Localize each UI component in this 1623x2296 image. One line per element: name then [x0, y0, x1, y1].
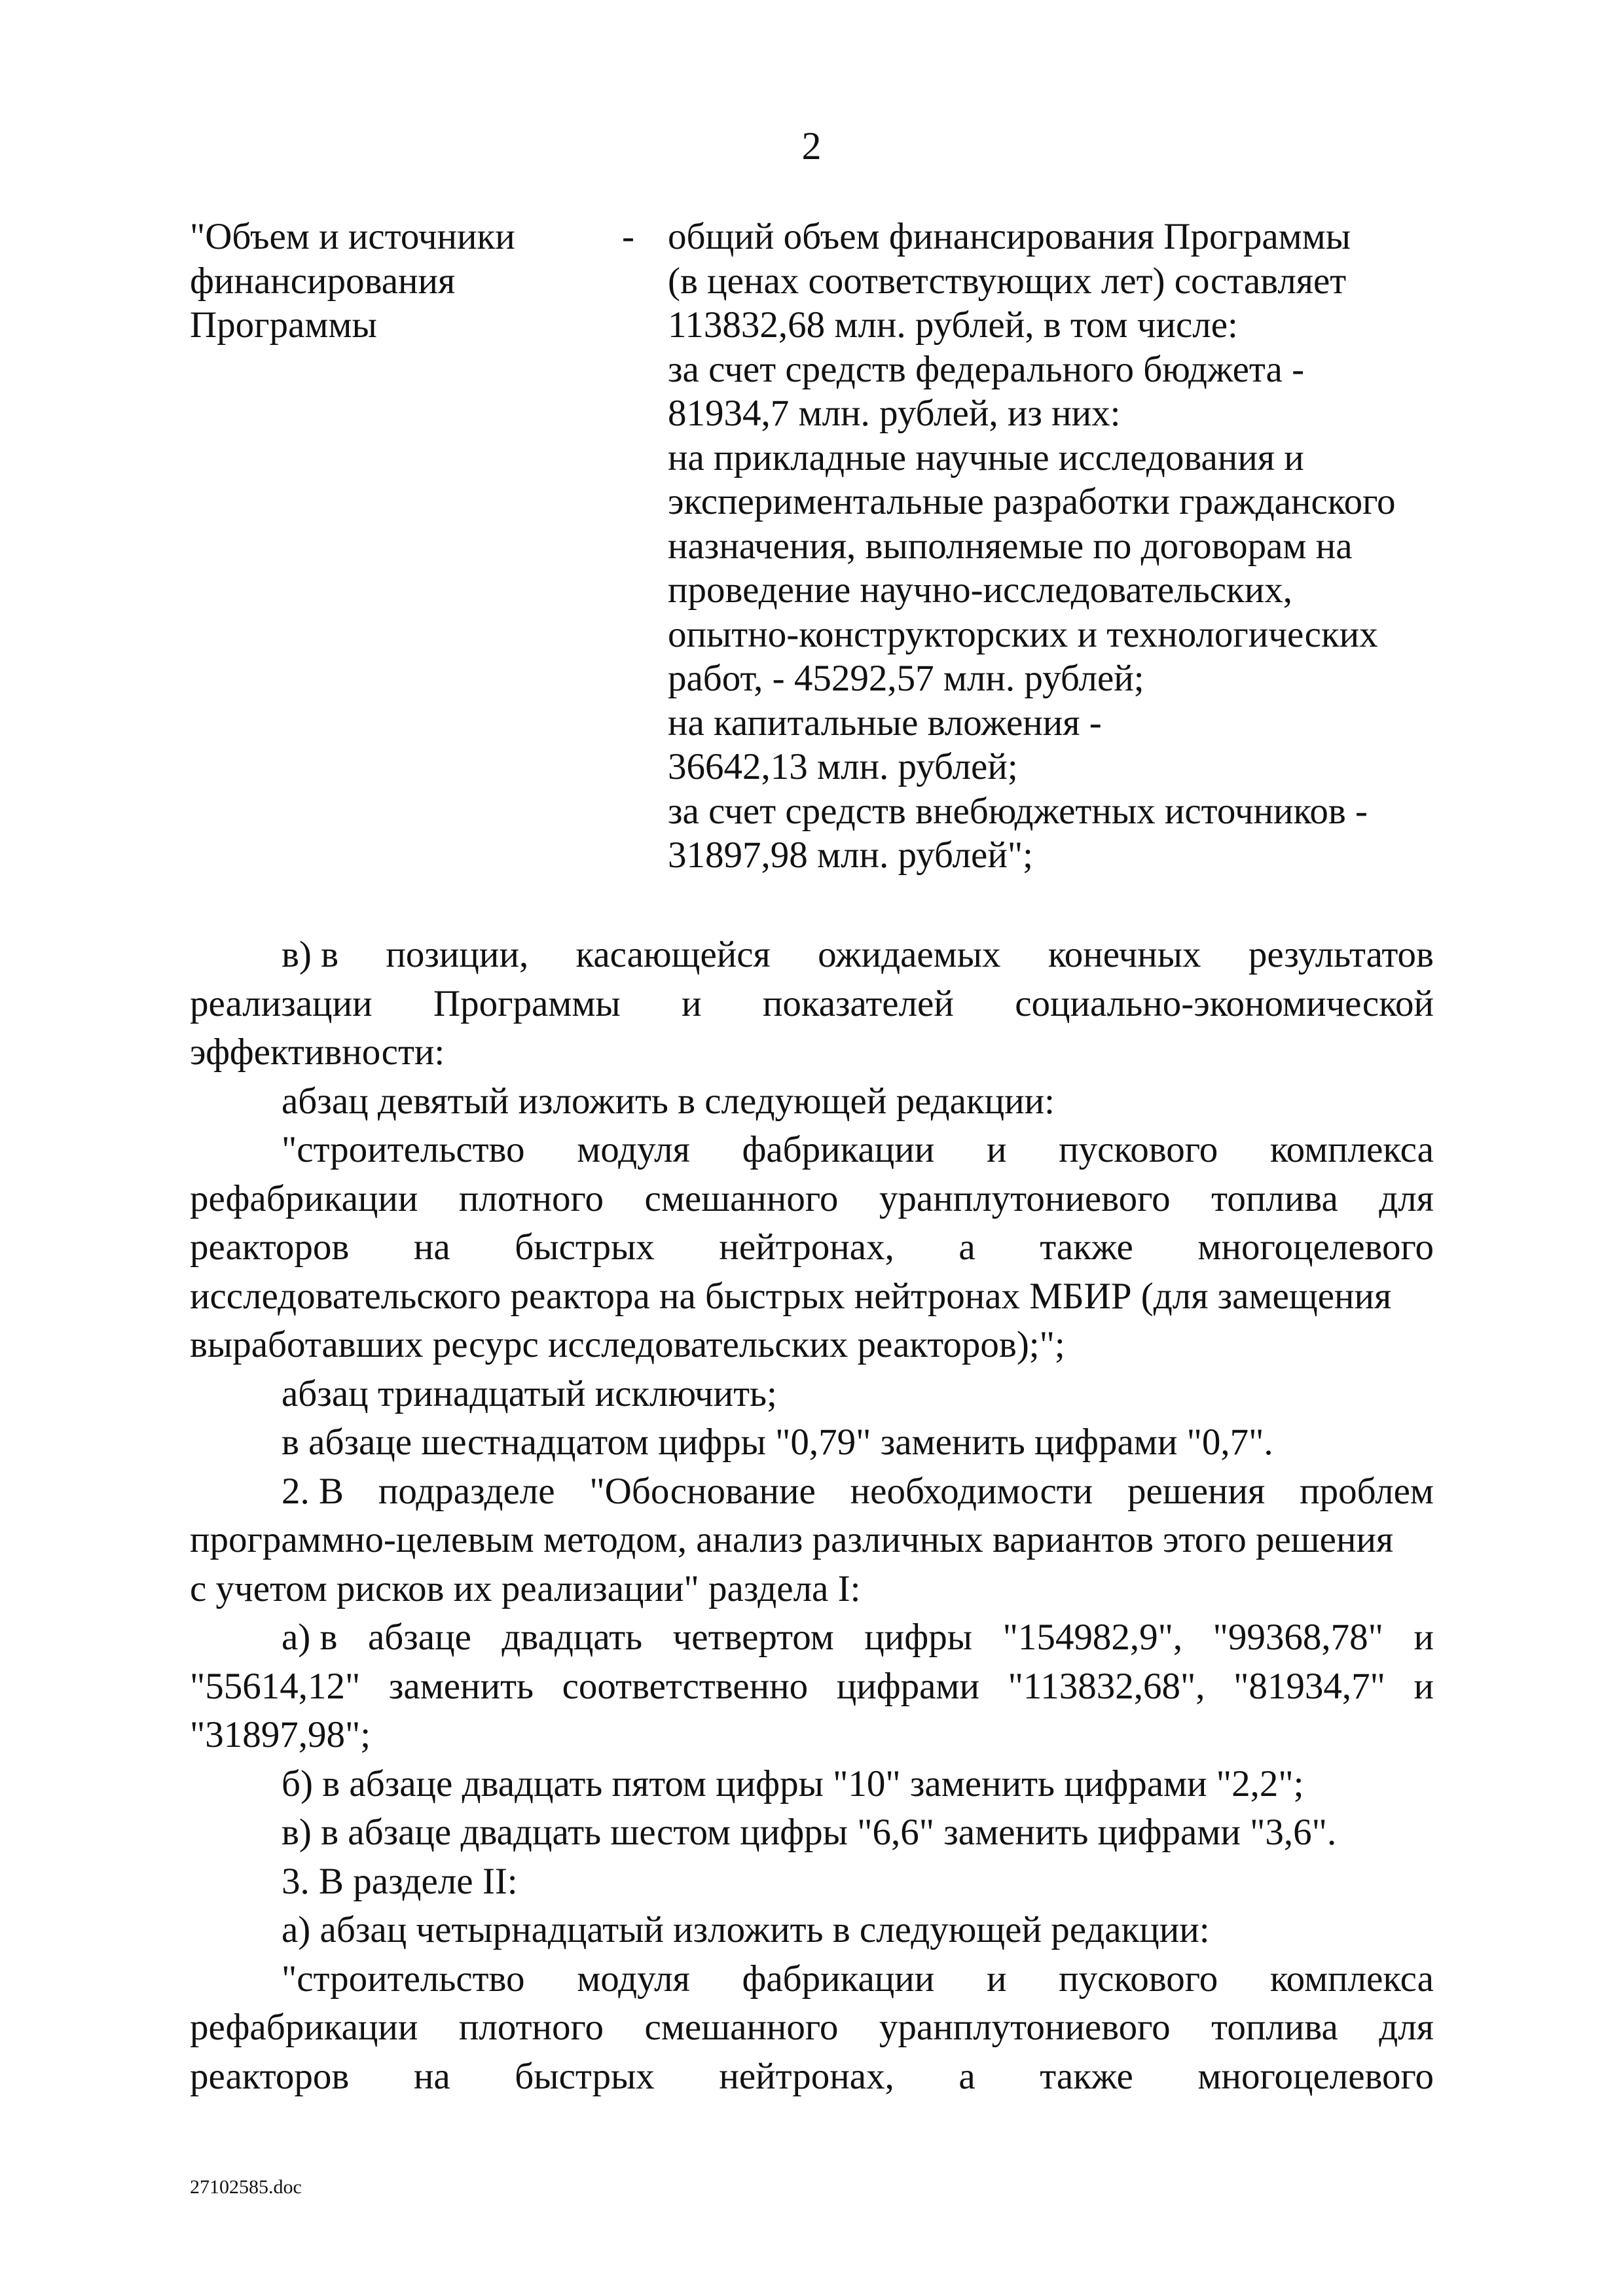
body-word: в) в [282, 934, 339, 975]
body-word: многоцелевого [1197, 1227, 1434, 1268]
body-word: б) в абзаце двадцать пятом цифры "10" заменить цифрами "2,2"; [282, 1763, 1304, 1804]
body-word: и [1413, 1617, 1434, 1658]
passport-value-line: 81934,7 млн. рублей, из них: [668, 393, 1121, 434]
body-word: двадцать [501, 1617, 643, 1658]
body-word: топлива [1211, 1177, 1338, 1219]
passport-value-line: на капитальные вложения - [668, 702, 1102, 744]
body-word: пускового [1059, 1129, 1218, 1170]
body-word: в абзаце шестнадцатом цифры "0,79" заменить цифрами "0,7". [282, 1422, 1273, 1463]
page-number: 2 [801, 124, 822, 168]
body-word: абзац девятый изложить в следующей редакции: [282, 1080, 1055, 1122]
body-word: рефабрикации [190, 1177, 418, 1219]
body-word: быстрых [515, 2055, 655, 2097]
body-word: "81934,7" [1233, 1665, 1385, 1707]
body-word: результатов [1248, 934, 1434, 975]
body-word: реализации [190, 982, 373, 1024]
body-word: также [1040, 1227, 1133, 1268]
body-line [190, 1272, 1434, 1321]
body-word: эффективности: [190, 1031, 445, 1073]
document-body [190, 931, 1434, 2101]
body-word: необходимости [850, 1470, 1093, 1512]
body-word: рефабрикации [190, 2007, 418, 2048]
body-word: смешанного [644, 2007, 839, 2048]
body-line [190, 1760, 1434, 1809]
body-word: для [1379, 2007, 1434, 2048]
passport-value-line: опытно-конструкторских и технологических [668, 613, 1378, 655]
body-word: выработавших ресурс исследовательских реакторов);"; [190, 1324, 1065, 1365]
body-word: плотного [458, 1177, 604, 1219]
body-word: а [958, 1227, 976, 1268]
body-line [190, 1662, 1434, 1712]
passport-dash: - [622, 216, 634, 257]
body-word: конечных [1048, 934, 1201, 975]
body-word: комплекса [1269, 1958, 1434, 2000]
body-word: плотного [458, 2007, 604, 2048]
body-word: "строительство [282, 1129, 525, 1170]
body-word: и [682, 982, 702, 1024]
body-line [190, 1808, 1434, 1857]
body-word: и [986, 1129, 1007, 1170]
body-line [190, 1028, 1434, 1077]
body-word: абзаце [367, 1617, 471, 1658]
body-word: ожидаемых [818, 934, 1001, 975]
body-word: социально-экономической [1015, 982, 1434, 1024]
body-word: нейтронах, [719, 2055, 894, 2097]
body-word: 2. В [282, 1470, 344, 1512]
body-word: "31897,98"; [190, 1714, 371, 1755]
body-word: на [413, 2055, 450, 2097]
body-word: многоцелевого [1197, 2055, 1434, 2097]
body-word: смешанного [644, 1177, 839, 1219]
passport-value-line: за счет средств внебюджетных источников - [668, 790, 1368, 832]
passport-value-line: 36642,13 млн. рублей; [668, 746, 1018, 787]
passport-value-line: работ, - 45292,57 млн. рублей; [668, 658, 1144, 699]
body-word: Программы [433, 982, 621, 1024]
body-word: нейтронах, [719, 1227, 894, 1268]
body-line [190, 980, 1434, 1029]
passport-value-line: назначения, выполняемые по договорам на [668, 525, 1353, 567]
body-line [190, 1565, 1434, 1614]
body-word: подразделе [378, 1470, 555, 1512]
body-word: проблем [1300, 1470, 1434, 1512]
body-word: цифрами [836, 1665, 980, 1707]
body-word: комплекса [1269, 1129, 1434, 1170]
body-word: топлива [1211, 2007, 1338, 2048]
passport-value-line: 31897,98 млн. рублей"; [668, 834, 1033, 876]
body-word: а) в [282, 1617, 338, 1658]
body-line [190, 1516, 1434, 1565]
passport-value-line: на прикладные научные исследования и [668, 437, 1304, 478]
passport-value-line: (в ценах соответствующих лет) составляет [668, 260, 1347, 302]
body-word: также [1040, 2055, 1133, 2097]
passport-label-line: финансирования [190, 260, 456, 302]
body-word: "154982,9", [1002, 1617, 1183, 1658]
body-word: реакторов [190, 2055, 350, 2097]
passport-value-line: за счет средств федерального бюджета - [668, 348, 1305, 390]
body-word: реакторов [190, 1227, 350, 1268]
body-word: для [1379, 1177, 1434, 1219]
body-line [190, 1857, 1434, 1907]
body-word: заменить [388, 1665, 534, 1707]
body-line [190, 1467, 1434, 1516]
passport-value-line: общий объем финансирования Программы [668, 216, 1351, 257]
body-line [190, 1418, 1434, 1467]
body-line [190, 1175, 1434, 1224]
body-line [190, 1370, 1434, 1419]
passport-value [668, 215, 1440, 878]
body-line [190, 1126, 1434, 1175]
body-word: в) в абзаце двадцать шестом цифры "6,6" заменить цифрами "3,6". [282, 1812, 1337, 1853]
body-word: быстрых [515, 1227, 655, 1268]
body-word: фабрикации [742, 1958, 935, 2000]
body-word: позиции, [386, 934, 529, 975]
passport-label-line: Программы [190, 304, 377, 346]
body-word: "99368,78" [1213, 1617, 1383, 1658]
body-line [190, 1321, 1434, 1370]
body-word: соответственно [562, 1665, 809, 1707]
body-word: "строительство [282, 1958, 525, 2000]
body-word: исследовательского реактора на быстрых нейтронах МБИР (для замещения [190, 1275, 1392, 1317]
body-line [190, 1955, 1434, 2004]
body-word: уранплутониевого [879, 1177, 1171, 1219]
footer-file-name: 27102585.doc [190, 2176, 302, 2198]
body-word: "113832,68", [1008, 1665, 1205, 1707]
passport-label-line: "Объем и источники [190, 216, 515, 257]
body-word: четвертом [672, 1617, 834, 1658]
body-line [190, 1223, 1434, 1272]
passport-label [190, 215, 609, 348]
body-line [190, 931, 1434, 980]
body-line [190, 2053, 1434, 2102]
body-line [190, 1711, 1434, 1760]
body-word: и [986, 1958, 1007, 2000]
body-line [190, 1906, 1434, 1955]
body-word: "Обоснование [589, 1470, 816, 1512]
body-word: уранплутониевого [879, 2007, 1171, 2048]
body-word: а) абзац четырнадцатый изложить в следующей редакции: [282, 1909, 1210, 1950]
body-word: на [413, 1227, 450, 1268]
body-word: фабрикации [742, 1129, 935, 1170]
body-word: пускового [1059, 1958, 1218, 2000]
body-word: и [1413, 1665, 1434, 1707]
body-word: абзац тринадцатый исключить; [282, 1372, 777, 1414]
body-word: а [958, 2055, 976, 2097]
body-word: "55614,12" [190, 1665, 361, 1707]
body-word: программно-целевым методом, анализ различных вариантов этого решения [190, 1519, 1394, 1560]
body-word: модуля [577, 1129, 690, 1170]
passport-value-line: 113832,68 млн. рублей, в том числе: [668, 304, 1238, 346]
body-word: решения [1127, 1470, 1266, 1512]
body-word: с учетом рисков их реализации" раздела I: [190, 1568, 861, 1609]
body-line [190, 2003, 1434, 2053]
body-word: касающейся [575, 934, 771, 975]
body-line [190, 1613, 1434, 1662]
body-word: 3. В разделе II: [282, 1860, 518, 1902]
passport-value-line: проведение научно-исследовательских, [668, 569, 1293, 611]
body-word: цифры [864, 1617, 973, 1658]
body-word: показателей [762, 982, 954, 1024]
passport-value-line: экспериментальные разработки гражданского [668, 481, 1396, 522]
body-line [190, 1077, 1434, 1126]
body-word: модуля [577, 1958, 690, 2000]
